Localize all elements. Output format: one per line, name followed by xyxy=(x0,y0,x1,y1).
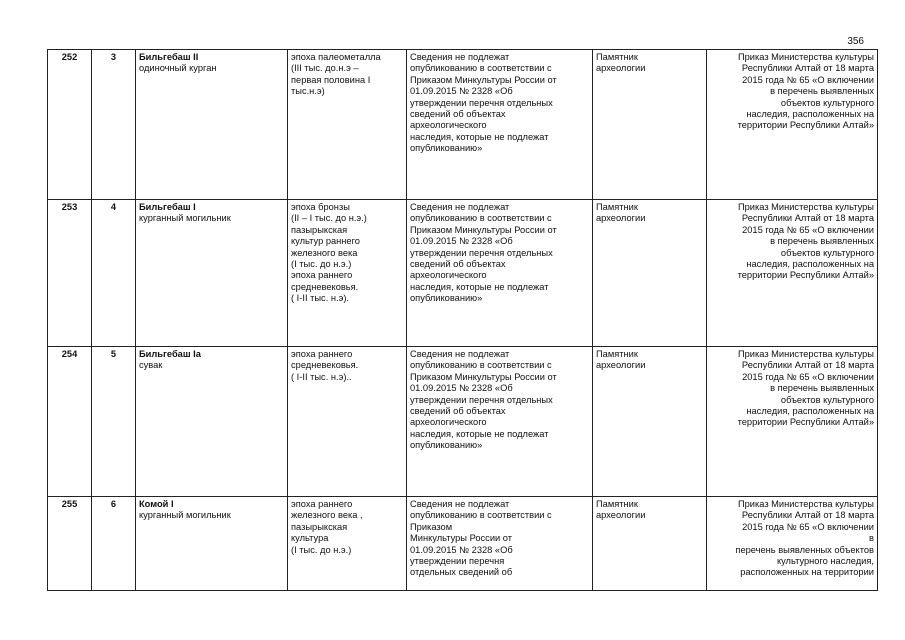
legal-act-cell xyxy=(707,50,878,200)
info-line: опубликованию в соответствии с xyxy=(410,510,552,521)
legal-act-line: Приказ Министерства культуры xyxy=(737,52,874,62)
legal-act-line: 2015 года № 65 «О включении xyxy=(742,521,874,532)
info-line: 01.09.2015 № 2328 «Об xyxy=(410,86,513,97)
table-row xyxy=(48,497,878,591)
dating-line: (III тыс. до.н.э – xyxy=(291,63,359,74)
dating-line: (I тыс. до н.э.) xyxy=(291,544,352,555)
info-line: утверждении перечня отдельных xyxy=(410,247,553,258)
info-line: опубликованию» xyxy=(410,293,483,304)
object-type: одиночный курган xyxy=(139,63,217,74)
location-info-cell xyxy=(407,50,593,200)
dating-line: железного века xyxy=(291,247,358,258)
category-line: Памятник xyxy=(596,499,638,509)
object-name: Комой I xyxy=(139,499,174,509)
info-line: 01.09.2015 № 2328 «Об xyxy=(410,544,513,555)
info-line: Приказом Минкультуры России от xyxy=(410,224,557,235)
info-line: археологического xyxy=(410,417,487,428)
dating-line: средневековья. xyxy=(291,281,359,292)
dating-cell xyxy=(288,200,407,347)
legal-act-line: объектов культурного xyxy=(780,394,874,405)
info-line: 01.09.2015 № 2328 «Об xyxy=(410,383,513,394)
info-line: Сведения не подлежат xyxy=(410,52,510,62)
info-line: сведений об объектах xyxy=(410,109,506,120)
info-line: сведений об объектах xyxy=(410,406,506,417)
row-number-cell: 253 xyxy=(48,200,92,347)
legal-act-line: 2015 года № 65 «О включении xyxy=(742,74,874,85)
info-line: утверждении перечня отдельных xyxy=(410,97,553,108)
category-line: археологии xyxy=(596,510,646,521)
legal-act-line: расположенных на территории xyxy=(740,567,874,578)
info-line: 01.09.2015 № 2328 «Об xyxy=(410,236,513,247)
info-line: Минкультуры России от xyxy=(410,533,513,544)
dating-line: эпоха раннего xyxy=(291,349,353,359)
dating-line: ( I-II тыс. н.э). xyxy=(291,293,350,304)
dating-line: эпоха бронзы xyxy=(291,202,350,212)
row-number-cell: 252 xyxy=(48,50,92,200)
legal-act-cell xyxy=(707,200,878,347)
legal-act-line: Республики Алтай от 18 марта xyxy=(741,360,874,371)
sub-number-cell: 5 xyxy=(92,347,136,497)
legal-act-line: объектов культурного xyxy=(780,247,874,258)
info-line: опубликованию в соответствии с xyxy=(410,360,552,371)
legal-act-line: культурного наследия, xyxy=(776,556,874,567)
legal-act-line: Республики Алтай от 18 марта xyxy=(741,63,874,74)
legal-act-line: территории Республики Алтай» xyxy=(737,417,874,428)
dating-cell xyxy=(288,347,407,497)
dating-cell xyxy=(288,497,407,591)
info-line: опубликованию в соответствии с xyxy=(410,213,552,224)
legal-act-line: Приказ Министерства культуры xyxy=(737,202,874,212)
dating-line: пазырыкская xyxy=(291,224,348,235)
legal-act-line: территории Республики Алтай» xyxy=(737,120,874,131)
info-line: утверждении перечня xyxy=(410,556,505,567)
object-type: курганный могильник xyxy=(139,510,231,521)
info-line: наследия, которые не подлежат xyxy=(410,281,549,292)
info-line: Приказом Минкультуры России от xyxy=(410,74,557,85)
legal-act-line: наследия, расположенных на xyxy=(746,109,874,120)
info-line: утверждении перечня отдельных xyxy=(410,394,553,405)
legal-act-line: территории Республики Алтай» xyxy=(737,270,874,281)
legal-act-line: в xyxy=(869,533,874,544)
dating-line: культура xyxy=(291,533,329,544)
legal-act-line: Приказ Министерства культуры xyxy=(737,349,874,359)
category-cell xyxy=(593,200,707,347)
category-line: археологии xyxy=(596,360,646,371)
sub-number-cell: 3 xyxy=(92,50,136,200)
category-line: археологии xyxy=(596,63,646,74)
info-line: отдельных сведений об xyxy=(410,567,513,578)
location-info-cell xyxy=(407,497,593,591)
category-cell xyxy=(593,50,707,200)
sub-number-cell: 4 xyxy=(92,200,136,347)
dating-line: эпоха раннего xyxy=(291,270,353,281)
table-row xyxy=(48,200,878,347)
info-line: наследия, которые не подлежат xyxy=(410,428,549,439)
info-line: опубликованию в соответствии с xyxy=(410,63,552,74)
dating-line: культур раннего xyxy=(291,236,360,247)
object-name: Бильгебаш Ia xyxy=(139,349,201,359)
legal-act-line: в перечень выявленных xyxy=(770,383,874,394)
category-line: археологии xyxy=(596,213,646,224)
legal-act-cell xyxy=(707,347,878,497)
info-line: наследия, которые не подлежат xyxy=(410,131,549,142)
table-row xyxy=(48,347,878,497)
dating-line: пазырыкская xyxy=(291,521,348,532)
info-line: Сведения не подлежат xyxy=(410,349,510,359)
info-line: опубликованию» xyxy=(410,143,483,154)
legal-act-line: в перечень выявленных xyxy=(770,86,874,97)
category-line: Памятник xyxy=(596,202,638,212)
dating-line: тыс.н.э) xyxy=(291,86,325,97)
info-line: Приказом xyxy=(410,521,453,532)
object-name-cell xyxy=(136,347,288,497)
legal-act-line: в перечень выявленных xyxy=(770,236,874,247)
legal-act-line: Республики Алтай от 18 марта xyxy=(741,213,874,224)
dating-line: ( I-II тыс. н.э).. xyxy=(291,371,352,382)
page-number: 356 xyxy=(847,36,864,47)
category-line: Памятник xyxy=(596,52,638,62)
dating-cell xyxy=(288,50,407,200)
table-row xyxy=(48,50,878,200)
object-name: Бильгебаш II xyxy=(139,52,199,62)
legal-act-line: перечень выявленных объектов xyxy=(735,544,874,555)
sub-number-cell: 6 xyxy=(92,497,136,591)
legal-act-line: Приказ Министерства культуры xyxy=(737,499,874,509)
info-line: Сведения не подлежат xyxy=(410,202,510,212)
category-line: Памятник xyxy=(596,349,638,359)
legal-act-line: наследия, расположенных на xyxy=(746,406,874,417)
info-line: Приказом Минкультуры России от xyxy=(410,371,557,382)
info-line: сведений об объектах xyxy=(410,259,506,270)
object-name: Бильгебаш I xyxy=(139,202,196,212)
info-line: Сведения не подлежат xyxy=(410,499,510,509)
heritage-registry-table xyxy=(47,49,878,591)
dating-line: первая половина I xyxy=(291,74,371,85)
object-name-cell xyxy=(136,200,288,347)
info-line: опубликованию» xyxy=(410,440,483,451)
dating-line: (I тыс. до н.э.) xyxy=(291,259,352,270)
legal-act-line: наследия, расположенных на xyxy=(746,259,874,270)
info-line: археологического xyxy=(410,270,487,281)
legal-act-cell xyxy=(707,497,878,591)
object-name-cell xyxy=(136,497,288,591)
object-name-cell xyxy=(136,50,288,200)
legal-act-line: 2015 года № 65 «О включении xyxy=(742,224,874,235)
dating-line: железного века , xyxy=(291,510,363,521)
info-line: археологического xyxy=(410,120,487,131)
dating-line: эпоха палеометалла xyxy=(291,52,381,62)
legal-act-line: Республики Алтай от 18 марта xyxy=(741,510,874,521)
location-info-cell xyxy=(407,347,593,497)
row-number-cell: 254 xyxy=(48,347,92,497)
dating-line: эпоха раннего xyxy=(291,499,353,509)
legal-act-line: объектов культурного xyxy=(780,97,874,108)
legal-act-line: 2015 года № 65 «О включении xyxy=(742,371,874,382)
location-info-cell xyxy=(407,200,593,347)
row-number-cell: 255 xyxy=(48,497,92,591)
object-type: курганный могильник xyxy=(139,213,231,224)
dating-line: средневековья. xyxy=(291,360,359,371)
dating-line: (II – I тыс. до н.э.) xyxy=(291,213,367,224)
category-cell xyxy=(593,497,707,591)
category-cell xyxy=(593,347,707,497)
object-type: сувак xyxy=(139,360,163,371)
